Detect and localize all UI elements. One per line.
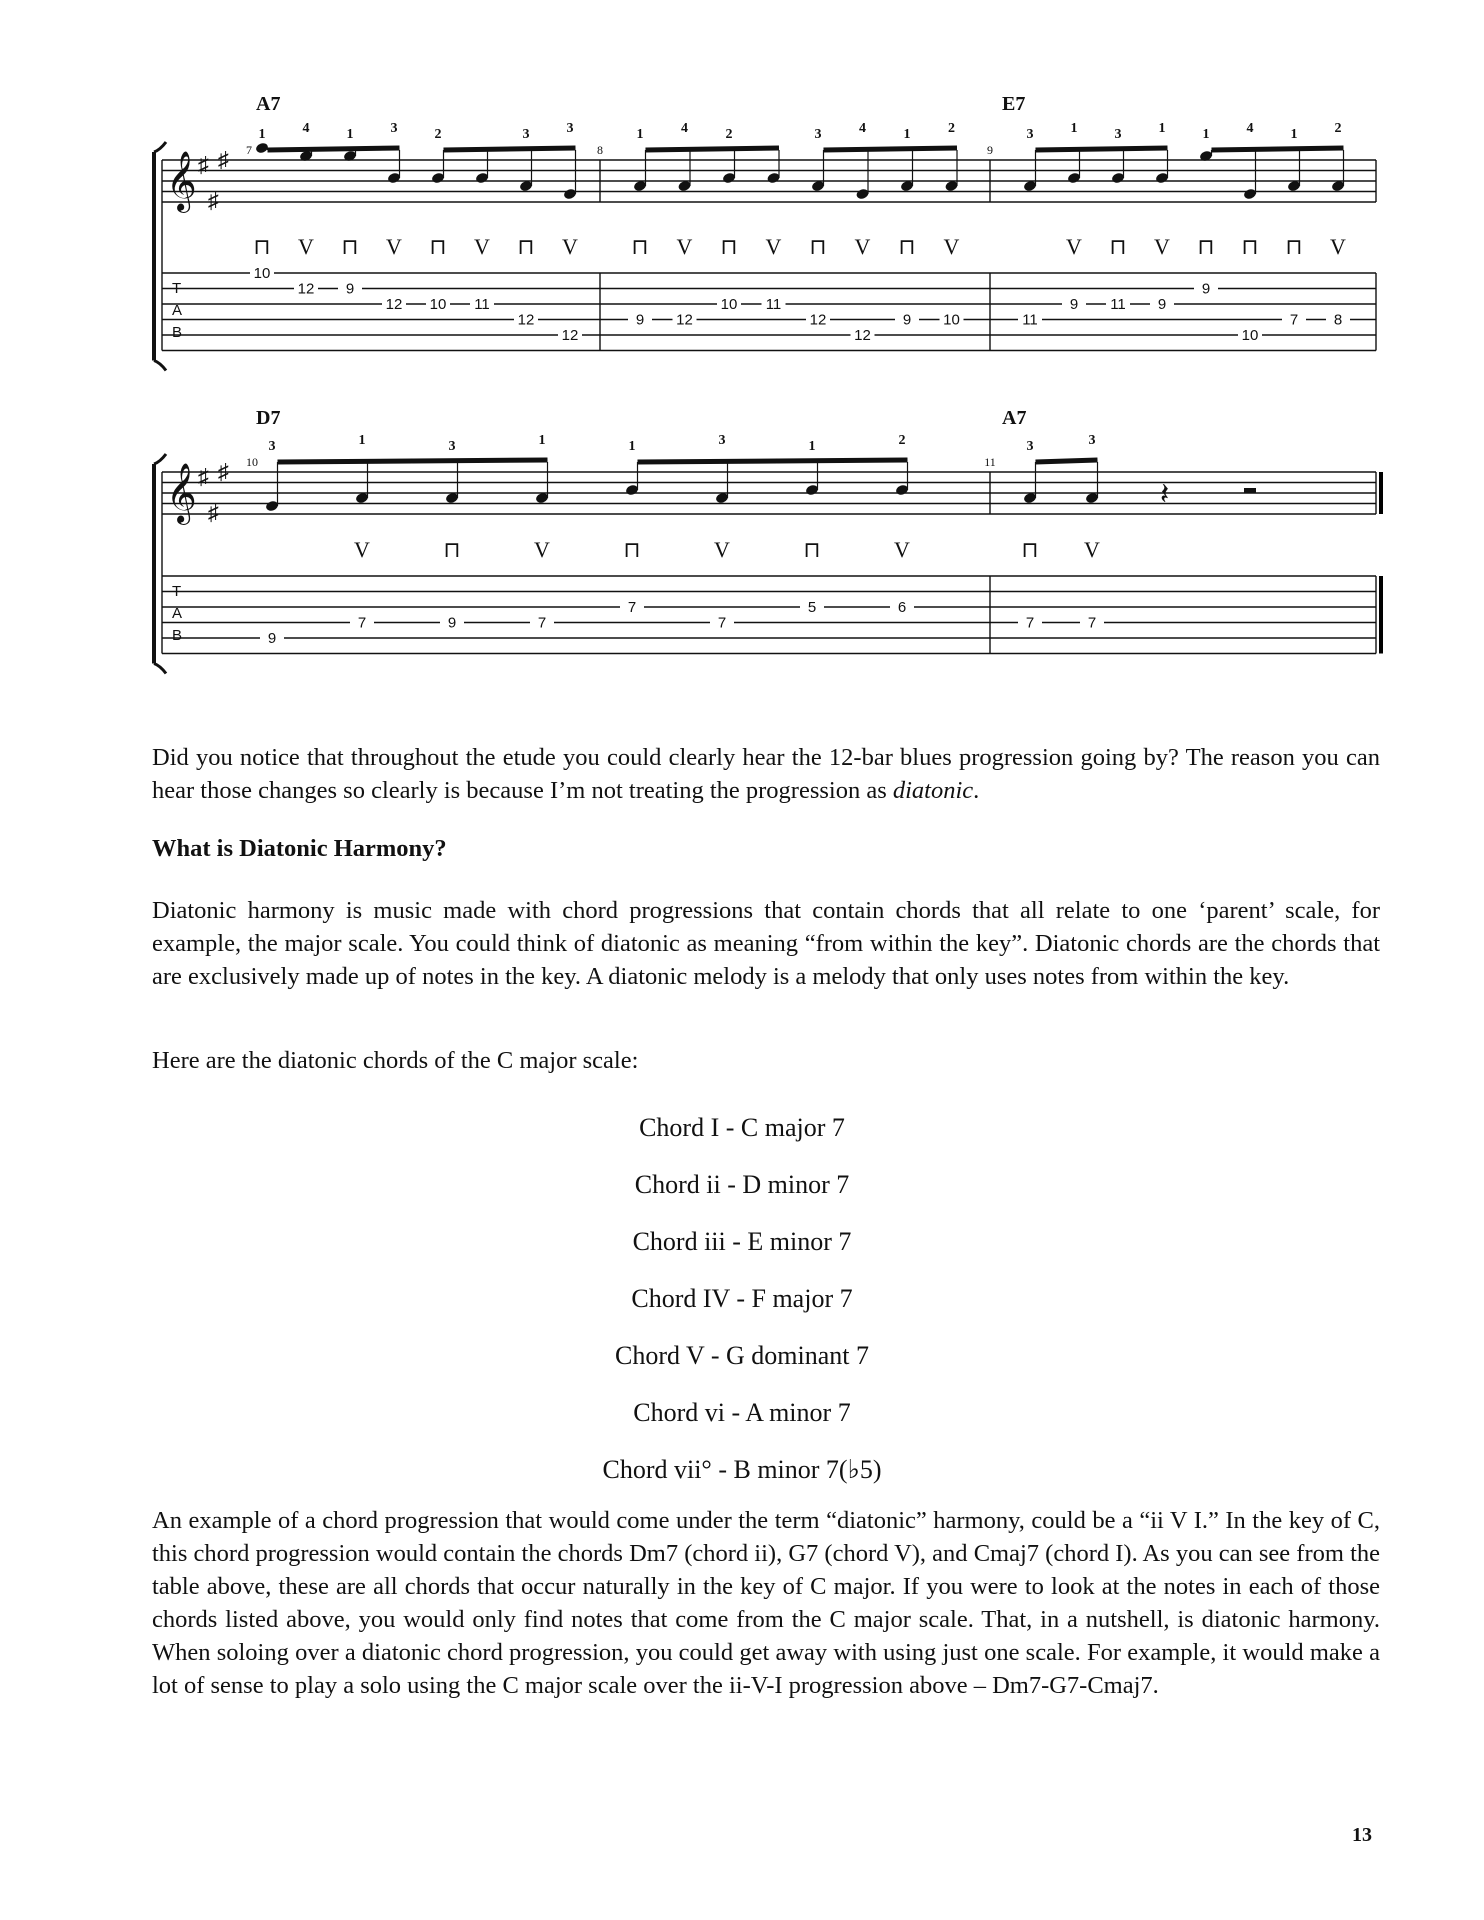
beam (824, 148, 958, 150)
tab-clef-letter: A (172, 605, 183, 622)
fingering-number: 1 (636, 127, 644, 142)
tab-fret-number: 11 (474, 296, 490, 313)
paragraph-intro-text: Did you notice that throughout the etude you could clearly hear the 12-bar blues progression going by? The reason you can hear those changes so clearly is because I’m not treating the progression as (152, 744, 1380, 804)
downstroke-icon: ⊓ (1285, 234, 1303, 259)
upstroke-icon: V (474, 234, 490, 259)
downstroke-icon: ⊓ (253, 234, 271, 259)
fingering-number: 4 (859, 121, 866, 136)
tab-clef-letter: B (172, 627, 183, 644)
section-heading: What is Diatonic Harmony? (152, 835, 447, 862)
downstroke-icon: ⊓ (809, 234, 827, 259)
downstroke-icon: ⊓ (720, 234, 738, 259)
upstroke-icon: V (562, 234, 578, 259)
tab-fret-number: 7 (357, 614, 367, 632)
beam (1036, 148, 1168, 150)
tab-fret-number: 9 (345, 280, 355, 298)
bracket-bottom-curl (154, 361, 166, 371)
fingering-number: 2 (725, 127, 733, 142)
tab-fret-number: 10 (429, 296, 447, 313)
tab-fret-number: 7 (1289, 311, 1299, 329)
tab-clef-letter: B (172, 324, 183, 341)
tab-fret-number: 7 (537, 614, 547, 632)
fingering-number: 4 (681, 121, 688, 136)
tab-fret-number: 11 (1110, 296, 1126, 313)
chord-item: Chord ii - D minor 7 (634, 1170, 850, 1199)
tab-fret-number: 10 (943, 311, 960, 329)
fingering-number: 2 (898, 433, 906, 448)
downstroke-icon: ⊓ (623, 537, 641, 562)
upstroke-icon: V (1154, 234, 1170, 259)
chord-list (0, 1099, 1484, 1498)
tab-fret-number: 12 (676, 311, 693, 329)
fingering-number: 3 (268, 439, 276, 454)
tab-fret-number: 11 (765, 296, 782, 313)
tab-fret-number: 11 (1022, 311, 1038, 329)
fingering-number: 3 (522, 127, 530, 142)
bracket-top-curl (154, 142, 166, 152)
upstroke-icon: V (298, 234, 314, 259)
fingering-number: 4 (302, 121, 310, 136)
fingering-number: 1 (1290, 127, 1298, 142)
sharp-icon: ♯ (218, 146, 229, 172)
paragraph-example: An example of a chord progression that would come under the term “diatonic” harmony, could be a “ii V I.” In the key of C, this chord progression would contain the chords Dm7 (chord ii), G7 (chord V), and Cmaj7 (chord I). As you can see from the table above, these are all chords that occur naturally in the key of C major. If you were to look at the notes in each of those chords listed above, you would only find notes that come from the C major scale. That, in a nutshell, is diatonic harmony. When soloing over a diatonic chord progression, you could get away with using just one scale. For example, it would make a lot of sense to play a solo using the C major scale over the ii-V-I progression above – Dm7-G7-Cmaj7. (152, 1507, 1380, 1699)
tab-fret-number: 12 (854, 327, 871, 344)
fingering-number: 2 (948, 121, 955, 136)
tab-fret-number: 10 (720, 296, 738, 313)
tab-fret-number: 12 (517, 311, 535, 329)
fingering-number: 1 (358, 433, 366, 448)
final-tab-barline (1379, 576, 1383, 654)
tab-fret-number: 12 (809, 311, 827, 329)
downstroke-icon: ⊓ (1241, 234, 1259, 259)
chord-item: Chord vii° - B minor 7(♭5) (602, 1455, 882, 1484)
tab-fret-number: 7 (1025, 614, 1035, 632)
fingering-number: 3 (1088, 433, 1096, 448)
tab-fret-number: 9 (635, 311, 645, 329)
treble-clef-icon: 𝄞 (166, 153, 197, 210)
downstroke-icon: ⊓ (803, 537, 821, 562)
downstroke-icon: ⊓ (429, 234, 447, 259)
fingering-number: 1 (1202, 127, 1210, 142)
tab-fret-number: 7 (1087, 614, 1097, 632)
paragraph-intro-end: . (973, 777, 980, 804)
tab-fret-number: 9 (267, 630, 277, 647)
fingering-number: 1 (346, 127, 354, 142)
beam (268, 148, 400, 150)
downstroke-icon: ⊓ (341, 234, 359, 259)
chord-item: Chord iii - E minor 7 (632, 1227, 852, 1256)
tab-fret-number: 9 (902, 311, 912, 329)
fingering-number: 3 (1026, 439, 1034, 454)
chord-symbol: D7 (256, 407, 281, 429)
final-barline (1379, 472, 1383, 514)
tab-fret-number: 12 (385, 296, 403, 313)
upstroke-icon: V (1330, 234, 1346, 259)
tab-fret-number: 7 (627, 599, 637, 616)
tab-fret-number: 6 (897, 599, 907, 616)
fingering-number: 1 (538, 433, 546, 448)
tab-fret-number: 10 (253, 265, 271, 282)
downstroke-icon: ⊓ (517, 234, 535, 259)
sharp-icon: ♯ (198, 152, 209, 177)
upstroke-icon: V (676, 234, 693, 259)
sharp-icon: ♯ (218, 458, 229, 484)
sharp-icon: ♯ (198, 464, 209, 489)
tab-fret-number: 5 (807, 599, 817, 616)
downstroke-icon: ⊓ (898, 234, 916, 259)
fingering-number: 4 (1246, 121, 1254, 136)
measure-number: 9 (987, 143, 993, 157)
tab-fret-number: 8 (1333, 311, 1343, 329)
paragraph-intro (152, 741, 1380, 807)
paragraph-definition: Diatonic harmony is music made with chord progressions that contain chords that all relate to one ‘parent’ scale, for example, the major scale. You could think of diatonic as meaning “from within the key”. Diatonic chords are the chords that are exclusively made up of notes in the key. A diatonic melody is a melody that only uses notes from within the key. (152, 897, 1380, 990)
fingering-number: 1 (1158, 121, 1166, 136)
fingering-number: 3 (1114, 127, 1122, 142)
tab-fret-number: 9 (447, 614, 457, 632)
upstroke-icon: V (354, 537, 370, 562)
bracket-bottom-curl (154, 664, 166, 674)
measure-number: 8 (597, 143, 603, 157)
paragraph-chords-intro: Here are the diatonic chords of the C major scale: (152, 1047, 639, 1074)
upstroke-icon: V (1066, 234, 1082, 259)
chord-item: Chord IV - F major 7 (631, 1284, 853, 1313)
tab-fret-number: 9 (1201, 280, 1211, 298)
italic-diatonic: diatonic (892, 777, 974, 804)
tab-fret-number: 10 (1241, 327, 1259, 344)
tab-fret-number: 7 (717, 614, 727, 632)
fingering-number: 3 (390, 121, 398, 136)
music-notation (0, 0, 1484, 700)
upstroke-icon: V (714, 537, 730, 562)
chord-item: Chord V - G dominant 7 (615, 1341, 869, 1370)
tab-clef-letter: T (172, 583, 182, 600)
downstroke-icon: ⊓ (443, 537, 461, 562)
fingering-number: 1 (628, 439, 636, 454)
upstroke-icon: V (534, 537, 550, 562)
tab-fret-number: 12 (297, 280, 315, 298)
beam (1036, 460, 1098, 462)
beam (646, 148, 780, 150)
chord-symbol: A7 (256, 93, 281, 115)
downstroke-icon: ⊓ (1109, 234, 1127, 259)
upstroke-icon: V (894, 537, 910, 562)
measure-number: 11 (984, 455, 996, 469)
fingering-number: 2 (434, 127, 442, 142)
chord-symbol: A7 (1002, 407, 1027, 429)
half-rest-icon (1244, 488, 1256, 493)
quarter-rest-icon: 𝄽 (1160, 478, 1170, 511)
fingering-number: 1 (808, 439, 816, 454)
upstroke-icon: V (854, 234, 871, 259)
fingering-number: 3 (566, 121, 574, 136)
downstroke-icon: ⊓ (631, 234, 649, 259)
measure-number: 7 (246, 143, 252, 157)
tab-fret-number: 12 (561, 327, 579, 344)
tab-fret-number: 9 (1069, 296, 1079, 313)
bracket-top-curl (154, 454, 166, 464)
beam (638, 460, 908, 462)
upstroke-icon: V (1084, 537, 1100, 562)
tab-clef-letter: T (172, 280, 182, 297)
upstroke-icon: V (765, 234, 782, 259)
fingering-number: 2 (1334, 121, 1342, 136)
fingering-number: 1 (258, 127, 266, 142)
sharp-icon: ♯ (208, 499, 219, 525)
chord-item: Chord vi - A minor 7 (633, 1398, 851, 1427)
fingering-number: 3 (718, 433, 726, 448)
tab-clef-letter: A (172, 302, 183, 319)
treble-clef-icon: 𝄞 (166, 465, 197, 522)
chord-symbol: E7 (1002, 93, 1026, 115)
upstroke-icon: V (386, 234, 402, 259)
fingering-number: 1 (903, 127, 911, 142)
chord-item: Chord I - C major 7 (639, 1113, 845, 1142)
measure-number: 10 (246, 455, 258, 469)
downstroke-icon: ⊓ (1197, 234, 1215, 259)
fingering-number: 3 (814, 127, 822, 142)
fingering-number: 1 (1070, 121, 1078, 136)
sharp-icon: ♯ (208, 187, 219, 213)
upstroke-icon: V (943, 234, 960, 259)
fingering-number: 3 (448, 439, 456, 454)
fingering-number: 3 (1026, 127, 1034, 142)
beam (1212, 148, 1344, 150)
downstroke-icon: ⊓ (1021, 537, 1039, 562)
beam (444, 148, 576, 150)
page-number: 13 (1352, 1824, 1372, 1846)
beam (278, 460, 548, 462)
tab-fret-number: 9 (1157, 296, 1167, 313)
